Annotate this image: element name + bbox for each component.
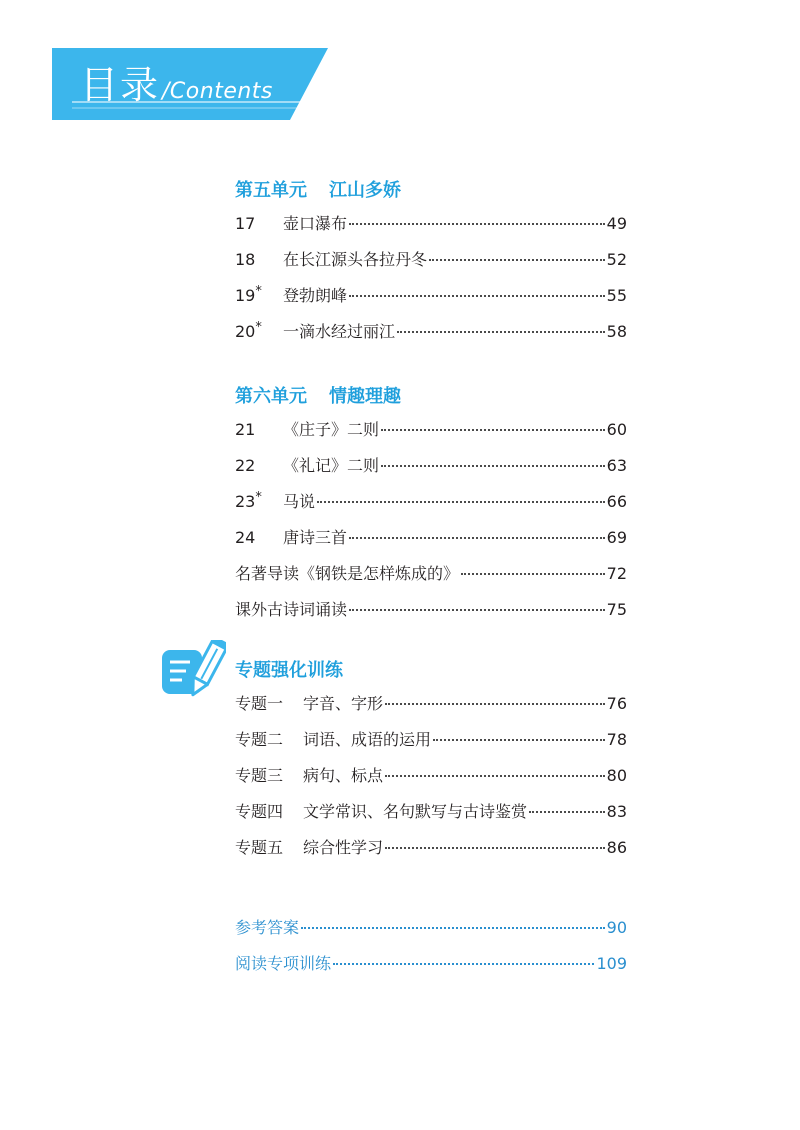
toc-entry[interactable] (235, 686, 627, 722)
page-number: 83 (606, 802, 627, 821)
dot-leader (349, 609, 605, 611)
page-title (80, 54, 273, 109)
entry-title: 在长江源头各拉丹冬 (283, 250, 428, 269)
dot-leader (429, 259, 605, 261)
dot-leader (433, 739, 605, 741)
section-appendix (235, 910, 627, 982)
topic-label: 专题一 (235, 694, 284, 713)
entry-title: 唐诗三首 (283, 528, 348, 547)
entry-title: 阅读专项训练 (235, 954, 332, 973)
entry-title: 登勃朗峰 (283, 286, 348, 305)
topic-label: 专题五 (235, 838, 284, 857)
page-number: 63 (606, 456, 627, 475)
dot-leader (385, 847, 605, 849)
dot-leader (349, 223, 605, 225)
entry-title: 综合性学习 (303, 838, 384, 857)
topic-label: 专题二 (235, 730, 284, 749)
entry-title: 字音、字形 (303, 694, 384, 713)
toc-entry[interactable]: 20* 一滴水经过丽江 58 (235, 314, 627, 350)
toc-entry[interactable]: 18 在长江源头各拉丹冬 52 (235, 242, 627, 278)
entry-title: 《礼记》二则 (283, 456, 380, 475)
dot-leader (385, 775, 605, 777)
entry-title: 词语、成语的运用 (303, 730, 432, 749)
page-number: 72 (606, 564, 627, 583)
section-heading: 第五单元 江山多娇 (235, 180, 401, 201)
toc-entry[interactable] (235, 758, 627, 794)
page-number: 80 (606, 766, 627, 785)
dot-leader (317, 501, 605, 503)
dot-leader (349, 295, 605, 297)
toc-entry[interactable] (235, 722, 627, 758)
toc-entry-reading[interactable] (235, 946, 627, 982)
section-heading: 专题强化训练 (235, 660, 343, 681)
dot-leader (301, 927, 605, 929)
page-number: 86 (606, 838, 627, 857)
page-number: 69 (606, 528, 627, 547)
dot-leader (381, 429, 605, 431)
toc-entry[interactable] (235, 592, 627, 628)
section-unit-6 (235, 382, 627, 628)
entry-title: 课外古诗词诵读 (235, 600, 348, 619)
contents-banner (52, 42, 332, 122)
title-chinese: 目录 (80, 63, 161, 107)
entry-title: 马说 (283, 492, 316, 511)
section-unit-5 (235, 176, 627, 350)
entry-title: 文学常识、名句默写与古诗鉴赏 (303, 802, 528, 821)
dot-leader (529, 811, 605, 813)
dot-leader (349, 537, 605, 539)
dot-leader (385, 703, 605, 705)
toc-entry-answers[interactable] (235, 910, 627, 946)
toc-entry[interactable] (235, 556, 627, 592)
page-number: 90 (606, 918, 627, 937)
entry-title: 病句、标点 (303, 766, 384, 785)
page-number: 109 (596, 954, 627, 973)
page-number: 78 (606, 730, 627, 749)
entry-title: 参考答案 (235, 918, 300, 937)
dot-leader (381, 465, 605, 467)
toc-entry[interactable]: 19* 登勃朗峰 55 (235, 278, 627, 314)
toc-entry[interactable]: 23* 马说 66 (235, 484, 627, 520)
topic-label: 专题三 (235, 766, 284, 785)
toc-entry[interactable]: 22 《礼记》二则 63 (235, 448, 627, 484)
dot-leader (461, 573, 605, 575)
entry-title: 《庄子》二则 (283, 420, 380, 439)
page-number: 60 (606, 420, 627, 439)
toc-entry[interactable] (235, 794, 627, 830)
dot-leader (333, 963, 594, 965)
title-english: /Contents (162, 79, 273, 104)
entry-title: 名著导读《钢铁是怎样炼成的》 (235, 564, 460, 583)
page-number: 75 (606, 600, 627, 619)
dot-leader (397, 331, 605, 333)
pencil-note-icon (160, 640, 226, 702)
page-number: 66 (606, 492, 627, 511)
section-heading: 第六单元 情趣理趣 (235, 386, 401, 407)
toc-entry[interactable]: 24 唐诗三首 69 (235, 520, 627, 556)
toc-entry[interactable] (235, 830, 627, 866)
entry-title: 一滴水经过丽江 (283, 322, 396, 341)
page-number: 52 (606, 250, 627, 269)
page-number: 55 (606, 286, 627, 305)
topic-label: 专题四 (235, 802, 284, 821)
entry-title: 壶口瀑布 (283, 214, 348, 233)
page-number: 58 (606, 322, 627, 341)
toc-entry[interactable]: 17 壶口瀑布 49 (235, 206, 627, 242)
page-number: 49 (606, 214, 627, 233)
page-number: 76 (606, 694, 627, 713)
toc-entry[interactable]: 21 《庄子》二则 60 (235, 412, 627, 448)
section-special-training (235, 656, 627, 866)
